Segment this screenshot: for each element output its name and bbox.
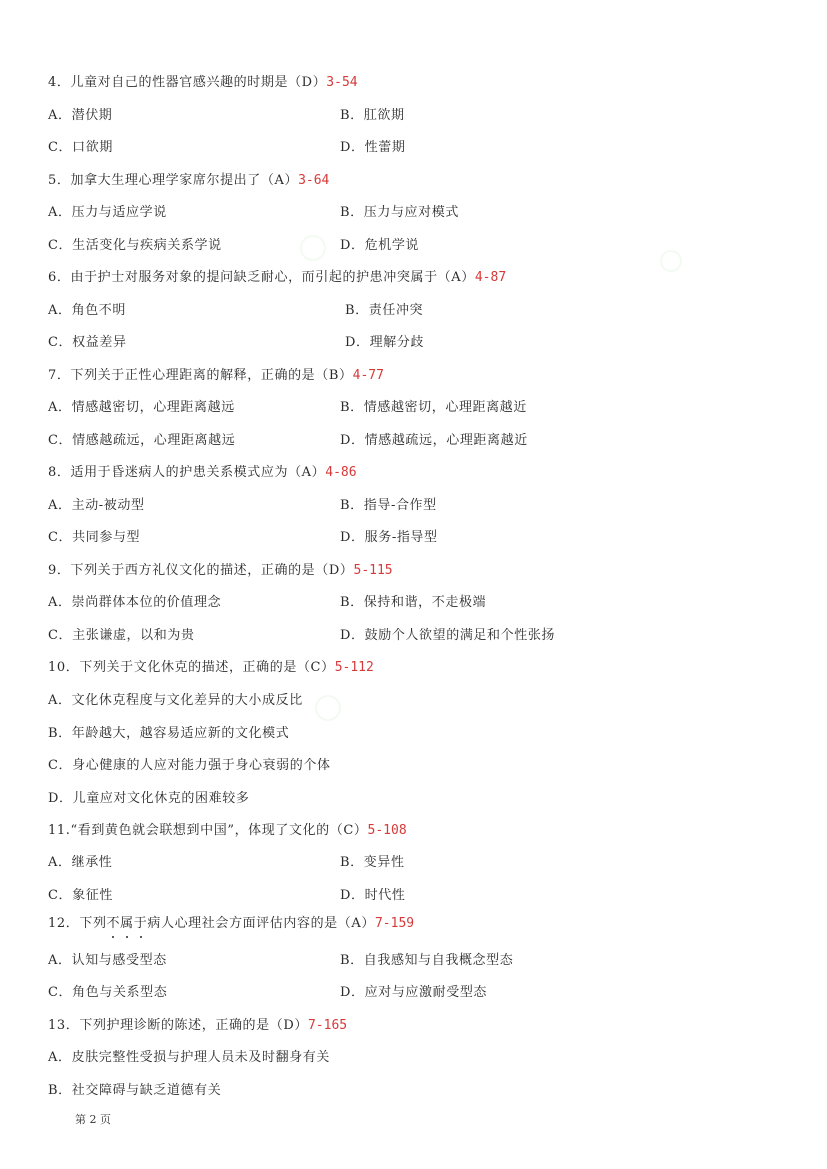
option-d: D．危机学说: [340, 238, 420, 253]
option-a: A．崇尚群体本位的价值理念: [48, 595, 222, 610]
page-reference: 5-112: [334, 660, 374, 675]
page-reference: 5-108: [367, 823, 407, 838]
option-a: A．压力与适应学说: [48, 205, 167, 220]
option-a: A．认知与感受型态: [48, 953, 167, 968]
option-d: D．理解分歧: [345, 335, 425, 350]
option-c: C．口欲期: [48, 140, 113, 155]
option-b: B．指导-合作型: [340, 498, 437, 513]
option-b: B．情感越密切，心理距离越近: [340, 400, 527, 415]
question-text: 10．下列关于文化休克的描述，正确的是（C）: [48, 660, 335, 675]
watermark-logo: [660, 250, 682, 272]
page-reference: 7-159: [374, 916, 415, 931]
option-c: C．主张谦虚，以和为贵: [48, 628, 195, 643]
option-a: A．继承性: [48, 855, 113, 870]
option-a: A．角色不明: [48, 303, 126, 318]
page-reference: 3-64: [298, 173, 330, 188]
option-b: B．肛欲期: [340, 108, 405, 123]
page-reference: 4-86: [325, 465, 357, 480]
option-a: A．情感越密切，心理距离越远: [48, 400, 235, 415]
emphasized-char: 于: [134, 914, 148, 934]
question-text: 病人心理社会方面评估内容的是（A）: [147, 916, 375, 931]
option-d: D．服务-指导型: [340, 530, 438, 545]
option-d: D．鼓励个人欲望的满足和个性张扬: [340, 628, 556, 643]
option-b: B．责任冲突: [345, 303, 424, 318]
option-a: A．文化休克程度与文化差异的大小成反比: [48, 693, 303, 708]
option-c: C．象征性: [48, 888, 113, 903]
option-c: C．生活变化与疾病关系学说: [48, 238, 222, 253]
option-a: A．主动-被动型: [48, 498, 145, 513]
question-4-stem: [48, 73, 358, 93]
page-reference: 4-87: [474, 270, 507, 285]
option-d: D．儿童应对文化休克的困难较多: [48, 791, 250, 806]
question-text: 6．由于护士对服务对象的提问缺乏耐心，而引起的护患冲突属于（A）: [48, 270, 475, 285]
option-c: C．共同参与型: [48, 530, 141, 545]
option-b: B．年龄越大，越容易适应新的文化模式: [48, 726, 290, 741]
watermark-logo: [315, 695, 341, 721]
question-text: 9．下列关于西方礼仪文化的描述，正确的是（D）: [48, 563, 354, 578]
page-reference: 4-77: [352, 368, 384, 383]
emphasized-char: 不: [107, 914, 121, 934]
question-5-stem: [48, 171, 329, 191]
question-13-stem: [48, 1016, 347, 1036]
question-10-stem: [48, 658, 374, 678]
question-11-stem: [48, 821, 407, 841]
option-b: B．变异性: [340, 855, 405, 870]
page-reference: 5-115: [353, 563, 393, 578]
question-8-stem: [48, 463, 357, 483]
page-number-footer: 第 2 页: [75, 1113, 111, 1126]
question-text: 13．下列护理诊断的陈述，正确的是（D）: [48, 1018, 308, 1033]
option-d: D．时代性: [340, 888, 406, 903]
option-c: C．情感越疏远，心理距离越远: [48, 433, 236, 448]
emphasized-char: 属: [120, 914, 134, 934]
question-text: 5．加拿大生理心理学家席尔提出了（A）: [48, 173, 299, 188]
watermark-logo: [300, 235, 326, 261]
question-text: 4．儿童对自己的性器官感兴趣的时期是（D）: [48, 75, 327, 90]
page-reference: 3-54: [326, 75, 358, 90]
question-9-stem: [48, 561, 393, 581]
page-reference: 7-165: [307, 1018, 348, 1033]
option-d: D．性蕾期: [340, 140, 406, 155]
option-a: A．皮肤完整性受损与护理人员未及时翻身有关: [48, 1050, 330, 1065]
option-a: A．潜伏期: [48, 108, 113, 123]
question-text: 7．下列关于正性心理距离的解释，正确的是（B）: [48, 368, 353, 383]
question-6-stem: [48, 268, 506, 288]
question-7-stem: [48, 366, 384, 386]
option-d: D．情感越疏远，心理距离越近: [340, 433, 528, 448]
option-c: C．角色与关系型态: [48, 985, 168, 1000]
option-c: C．权益差异: [48, 335, 127, 350]
question-text: 12．下列: [48, 916, 107, 931]
option-d: D．应对与应激耐受型态: [340, 985, 488, 1000]
option-c: C．身心健康的人应对能力强于身心衰弱的个体: [48, 758, 331, 773]
option-b: B．保持和谐，不走极端: [340, 595, 487, 610]
question-12-stem: [48, 914, 414, 934]
question-text: 11.“看到黄色就会联想到中国”，体现了文化的（C）: [48, 823, 368, 838]
option-b: B．自我感知与自我概念型态: [340, 953, 514, 968]
question-text: 8．适用于昏迷病人的护患关系模式应为（A）: [48, 465, 326, 480]
option-b: B．压力与应对模式: [340, 205, 459, 220]
option-b: B．社交障碍与缺乏道德有关: [48, 1083, 222, 1098]
